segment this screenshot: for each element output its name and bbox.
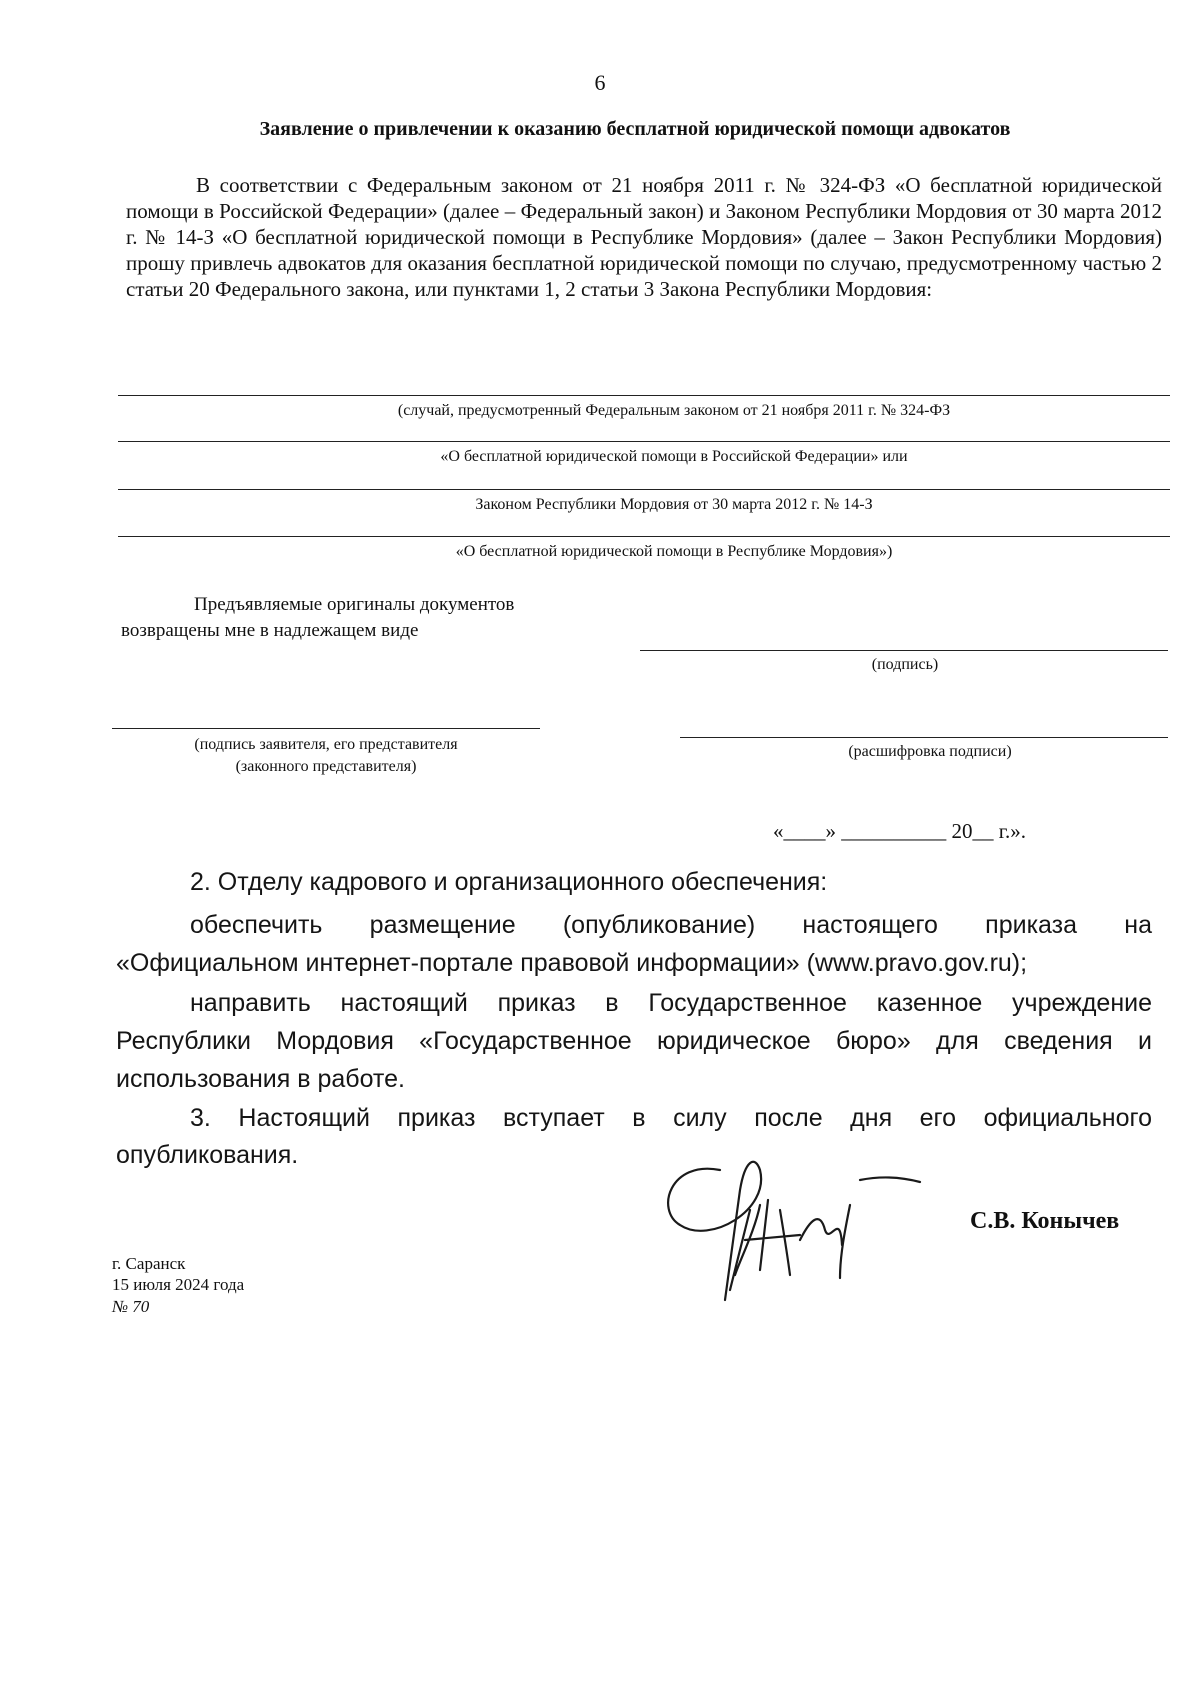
place: г. Саранск bbox=[112, 1254, 186, 1273]
item2-heading: 2. Отделу кадрового и организационного обеспечения: bbox=[190, 868, 828, 896]
date-line: «____» __________ 20__ г.». bbox=[773, 819, 1026, 843]
item2-sub2-line1: направить настоящий приказ в Государственное казенное учреждение bbox=[190, 989, 1152, 1017]
case-line-2 bbox=[118, 441, 1170, 442]
case-line-3 bbox=[118, 489, 1170, 490]
intro-paragraph bbox=[126, 172, 1162, 302]
item2-sub2-line3: использования в работе. bbox=[116, 1065, 405, 1093]
item2-sub1-line1: обеспечить размещение (опубликование) настоящего приказа на bbox=[190, 911, 1152, 939]
case-caption-3: Законом Республики Мордовия от 30 марта 2012 г. № 14-З bbox=[475, 496, 873, 513]
documents-returned-line1: Предъявляемые оригиналы документов bbox=[194, 594, 515, 615]
case-caption-1: (случай, предусмотренный Федеральным законом от 21 ноября 2011 г. № 324-ФЗ bbox=[397, 402, 951, 419]
decoding-caption: (расшифровка подписи) bbox=[848, 743, 1012, 760]
item3-line1: 3. Настоящий приказ вступает в силу после дня его официального bbox=[190, 1104, 1152, 1132]
page-number: 6 bbox=[594, 70, 606, 95]
signature-caption: (подпись) bbox=[871, 656, 939, 673]
handwritten-signature bbox=[660, 1150, 960, 1310]
case-caption-4: «О бесплатной юридической помощи в Республике Мордовия») bbox=[455, 543, 893, 560]
case-line-1 bbox=[118, 395, 1170, 396]
item3-line2: опубликования. bbox=[116, 1141, 299, 1169]
applicant-signature-line bbox=[112, 728, 540, 729]
documents-returned-line2: возвращены мне в надлежащем виде bbox=[121, 620, 419, 641]
applicant-signature-caption-2: (законного представителя) bbox=[235, 758, 417, 775]
signer-name: С.В. Конычев bbox=[970, 1208, 1120, 1234]
item2-sub1-line2: «Официальном интернет-портале правовой информации» (www.pravo.gov.ru); bbox=[116, 949, 1028, 977]
document-title: Заявление о привлечении к оказанию бесплатной юридической помощи адвокатов bbox=[259, 118, 1011, 140]
decoding-line bbox=[680, 737, 1168, 738]
item2-sub2-line2: Республики Мордовия «Государственное юридическое бюро» для сведения и bbox=[116, 1027, 1152, 1055]
applicant-signature-caption-1: (подпись заявителя, его представителя bbox=[194, 736, 458, 753]
order-number: № 70 bbox=[112, 1297, 150, 1316]
order-date: 15 июля 2024 года bbox=[112, 1275, 245, 1294]
case-line-4 bbox=[118, 536, 1170, 537]
case-caption-2: «О бесплатной юридической помощи в Российской Федерации» или bbox=[440, 448, 908, 465]
signature-line bbox=[640, 650, 1168, 651]
intro-paragraph-text: В соответствии с Федеральным законом от 21 ноября 2011 г. № 324-ФЗ «О бесплатной юридической помощи в Российской Федерации» (далее – Федеральный закон) и Законом Республики Мордовия от 30 марта 2012 г. № 14-З «О бесплатной юридической помощи в Республике Мордовия» (далее – Закон Республики Мордовия) прошу привлечь адвокатов для оказания бесплатной юридической помощи по случаю, предусмотренному частью 2 статьи 20 Федерального закона, или пунктами 1, 2 статьи 3 Закона Республики Мордовия: bbox=[126, 173, 1162, 301]
